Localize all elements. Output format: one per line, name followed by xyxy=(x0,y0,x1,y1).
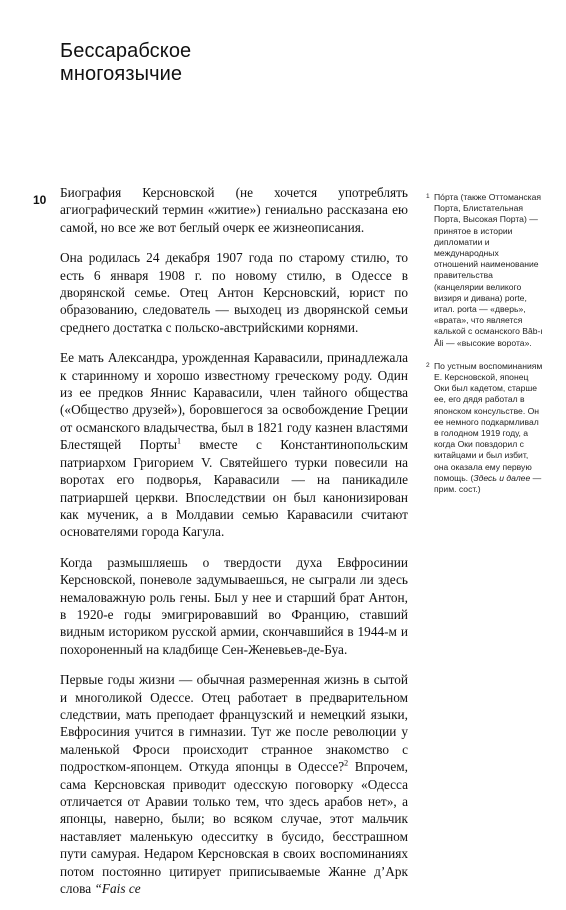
footnote-ref-1[interactable]: 1 xyxy=(177,436,182,446)
title-line-2: многоязычие xyxy=(60,63,183,85)
paragraph-5-text-a: Первые годы жизни — обычная размеренная жизнь в сытой и многоликой Одессе. Отец работает в предварительном следствии, мать преподает французский и немецкий языки, Евфросиния учится в гимназии. Тут же после революции у маленькой Фроси происходит странное знакомство с подростком-японцем. Откуда японцы в Одессе? xyxy=(60,672,408,775)
sidenote-1 xyxy=(426,192,544,349)
paragraph-1: Биография Керсновской (не хочется употреблять агиографический термин «житие») гениально рассказана ею самой, но все же вот беглый очерк ее жизнеописания. xyxy=(60,185,408,235)
sidenote-2-italic: Здесь и далее xyxy=(473,472,531,483)
sidenote-2 xyxy=(426,361,544,495)
page-number: 10 xyxy=(33,193,47,207)
paragraph-5 xyxy=(60,671,408,897)
paragraph-5-text-b: Впрочем, сама Керсновская приводит одесскую поговорку «Одесса отличается от Аравии только тем, что здесь арабов нет», а японцы, наверно, были; во всяком случае, этот мальчик наставляет маленькую одесситку в бусидо, бесстрашном пути самурая. Недаром Керсновская в своих воспоминаниях потом постоянно цитирует приписываемые Жанне д’Арк слова xyxy=(60,759,408,897)
paragraph-3-text-b: вместе с Константинопольским патриархом Григорием V. Святейшего турки повесили на воротах его подворья, Каравасили — на паникадиле патриаршей церкви. Впоследствии он был канонизирован как мученик, а в Молдавии семью Каравасили считают основателями города Кагула. xyxy=(60,437,408,540)
sidenote-1-number: 1 xyxy=(426,193,430,200)
sidenote-2-text-b: — прим. сост.) xyxy=(434,472,542,495)
sidenotes xyxy=(426,192,544,507)
sidenote-2-number: 2 xyxy=(426,361,430,369)
footnote-ref-2[interactable]: 2 xyxy=(344,758,349,768)
paragraph-2: Она родилась 24 декабря 1907 года по старому стилю, то есть 6 января 1908 г. по новому стилю, в Одессе в дворянской семье. Отец Антон Керсновский, юрист по образованию, следователь — выходец из дворянской семьи среднего достатка с польско-австрийскими корнями. xyxy=(60,250,408,335)
paragraph-3 xyxy=(60,349,408,540)
main-text xyxy=(60,184,408,910)
sidenote-2-text-a: По устным воспоминаниям Е. Керсновской, японец Оки был кадетом, старше ее, его дядя работал в японском консульстве. Он ее немного подкармливал в голодном 1919 году, а когда Оки повздорил с китайцами и был избит, она оказала ему первую помощь. ( xyxy=(434,360,543,483)
sidenote-1-text: По́рта (также Оттоманская Порта, Блистательная Порта, Высокая Порта) — принятое в истории дипломатии и международных отношений наименование правительства (канцелярии великого визиря и дивана) porte, итал. porta — «дверь», «врата», что является калькой с османского Bâb-ı Âli — «высокие ворота». xyxy=(434,192,543,348)
title-line-1: Бессарабское xyxy=(60,40,192,62)
paragraph-3-text-a: Ее мать Александра, урожденная Каравасили, принадлежала к старинному и хорошо известному греческому роду. Один из ее предков Яннис Каравасили, член тайного общества («Общество друзей»), боровшегося за освобождение Греции от османского владычества, был в 1821 году казнен властями Блестящей Порты xyxy=(60,350,408,453)
page-title xyxy=(60,40,360,86)
paragraph-5-italic: “Fais ce xyxy=(94,881,141,897)
paragraph-4: Когда размышляешь о твердости духа Евфросинии Керсновской, поневоле задумываешься, не сыграли ли здесь немаловажную роль гены. Был у нее и старший брат Антон, в 1920-е годы эмигрировавший во Францию, ставший видным историком русской армии, скончавшийся в 1944-м и похороненный на кладбище Сен-Женевьев-де-Буа. xyxy=(60,554,408,657)
